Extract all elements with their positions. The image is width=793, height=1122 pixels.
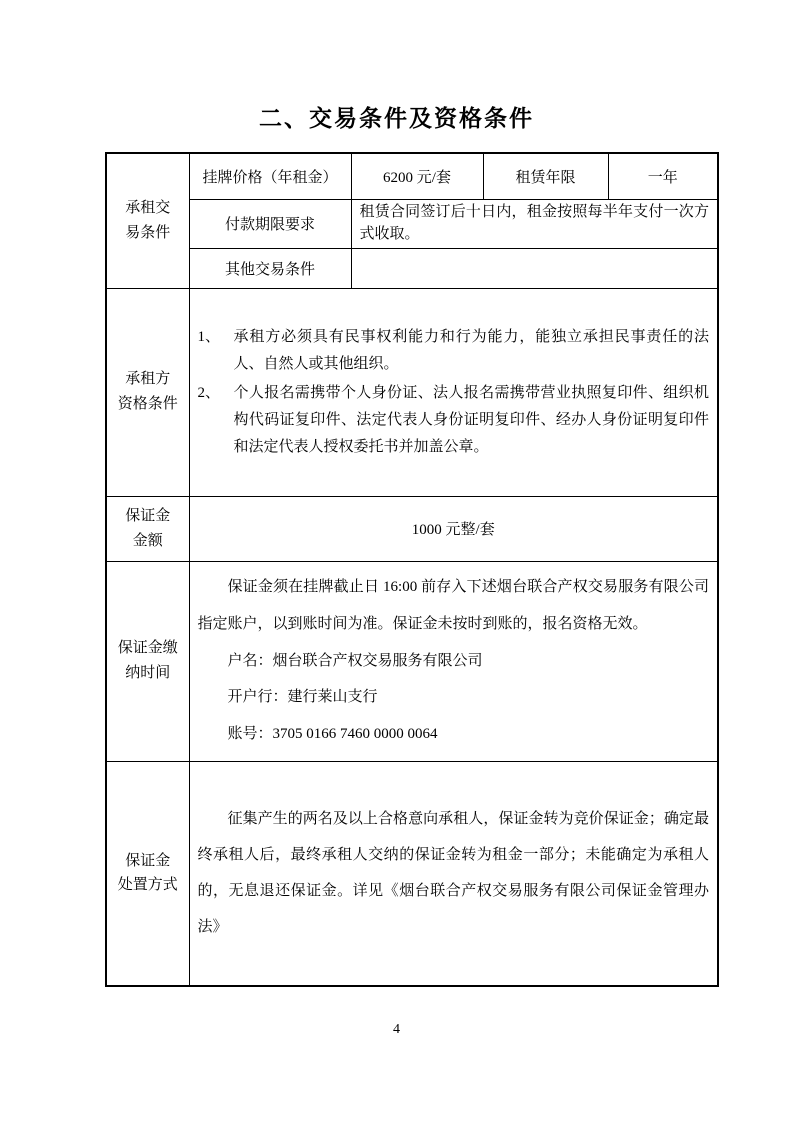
section-header-rental-conditions [106, 153, 189, 288]
page-title: 二、交易条件及资格条件 [259, 106, 534, 131]
table-row [106, 153, 718, 199]
list-text: 承租方必须具有民事权利能力和行为能力，能独立承担民事责任的法人、自然人或其他组织。 [233, 328, 709, 372]
deposit-payment-cell [189, 561, 718, 761]
table-row [106, 496, 718, 561]
deposit-amount-value: 1000 元整/套 [189, 496, 718, 561]
listing-price-label: 挂牌价格（年租金） [189, 153, 351, 199]
other-conditions-value [351, 248, 718, 288]
other-conditions-label: 其他交易条件 [189, 248, 351, 288]
section-header-deposit-amount [106, 496, 189, 561]
section-header-line: 处置方式 [117, 877, 178, 894]
section-header-line: 保证金缴 [117, 640, 178, 657]
table-row [106, 248, 718, 288]
section-header-line: 易条件 [125, 224, 171, 241]
payment-terms-label: 付款期限要求 [189, 199, 351, 248]
table-row [106, 561, 718, 761]
listing-price-value: 6200 元/套 [351, 153, 483, 199]
qualification-conditions-cell [189, 288, 718, 496]
table-row [106, 761, 718, 986]
table-row [106, 288, 718, 496]
conditions-table [105, 152, 719, 987]
deposit-payment-paragraph: 保证金须在挂牌截止日 16:00 前存入下述烟台联合产权交易服务有限公司指定账户，以到账时间为准。保证金未按时到账的，报名资格无效。 [197, 579, 709, 632]
page-number: 4 [393, 1022, 400, 1037]
deposit-disposal-paragraph: 征集产生的两名及以上合格意向承租人，保证金转为竞价保证金；确定最终承租人后，最终承租人交纳的保证金转为租金一部分；未能确定为承租人的，无息退还保证金。详见《烟台联合产权交易服务有限公司保证金管理办法》 [197, 811, 709, 936]
deposit-disposal-cell [189, 761, 718, 986]
qualification-item-1 [198, 324, 710, 378]
section-header-line: 承租交 [125, 200, 171, 216]
account-name-line: 户名：烟台联合产权交易服务有限公司 [227, 652, 483, 669]
payment-terms-value: 租赁合同签订后十日内，租金按照每半年支付一次方式收取。 [351, 199, 718, 248]
section-header-qualification [106, 288, 189, 496]
list-text: 个人报名需携带个人身份证、法人报名需携带营业执照复印件、组织机构代码证复印件、法定代表人身份证明复印件、经办人身份证明复印件和法定代表人授权委托书并加盖公章。 [233, 384, 709, 455]
account-number-line: 账号：3705 0166 7460 0000 0064 [227, 726, 438, 743]
section-header-deposit-payment-time [106, 561, 189, 761]
list-number: 2、 [197, 384, 221, 401]
section-header-line: 保证金 [125, 507, 171, 524]
qualification-item-2 [198, 380, 710, 461]
section-header-deposit-disposal [106, 761, 189, 986]
bank-line: 开户行：建行莱山支行 [227, 689, 378, 706]
lease-term-label: 租赁年限 [483, 153, 608, 199]
section-header-line: 金额 [132, 532, 163, 549]
section-header-line: 承租方 [125, 371, 171, 388]
lease-term-value: 一年 [608, 153, 718, 199]
section-header-line: 纳时间 [125, 665, 171, 681]
list-number: 1、 [197, 328, 221, 345]
table-row [106, 199, 718, 248]
section-header-line: 保证金 [125, 852, 171, 869]
section-header-line: 资格条件 [117, 396, 178, 412]
